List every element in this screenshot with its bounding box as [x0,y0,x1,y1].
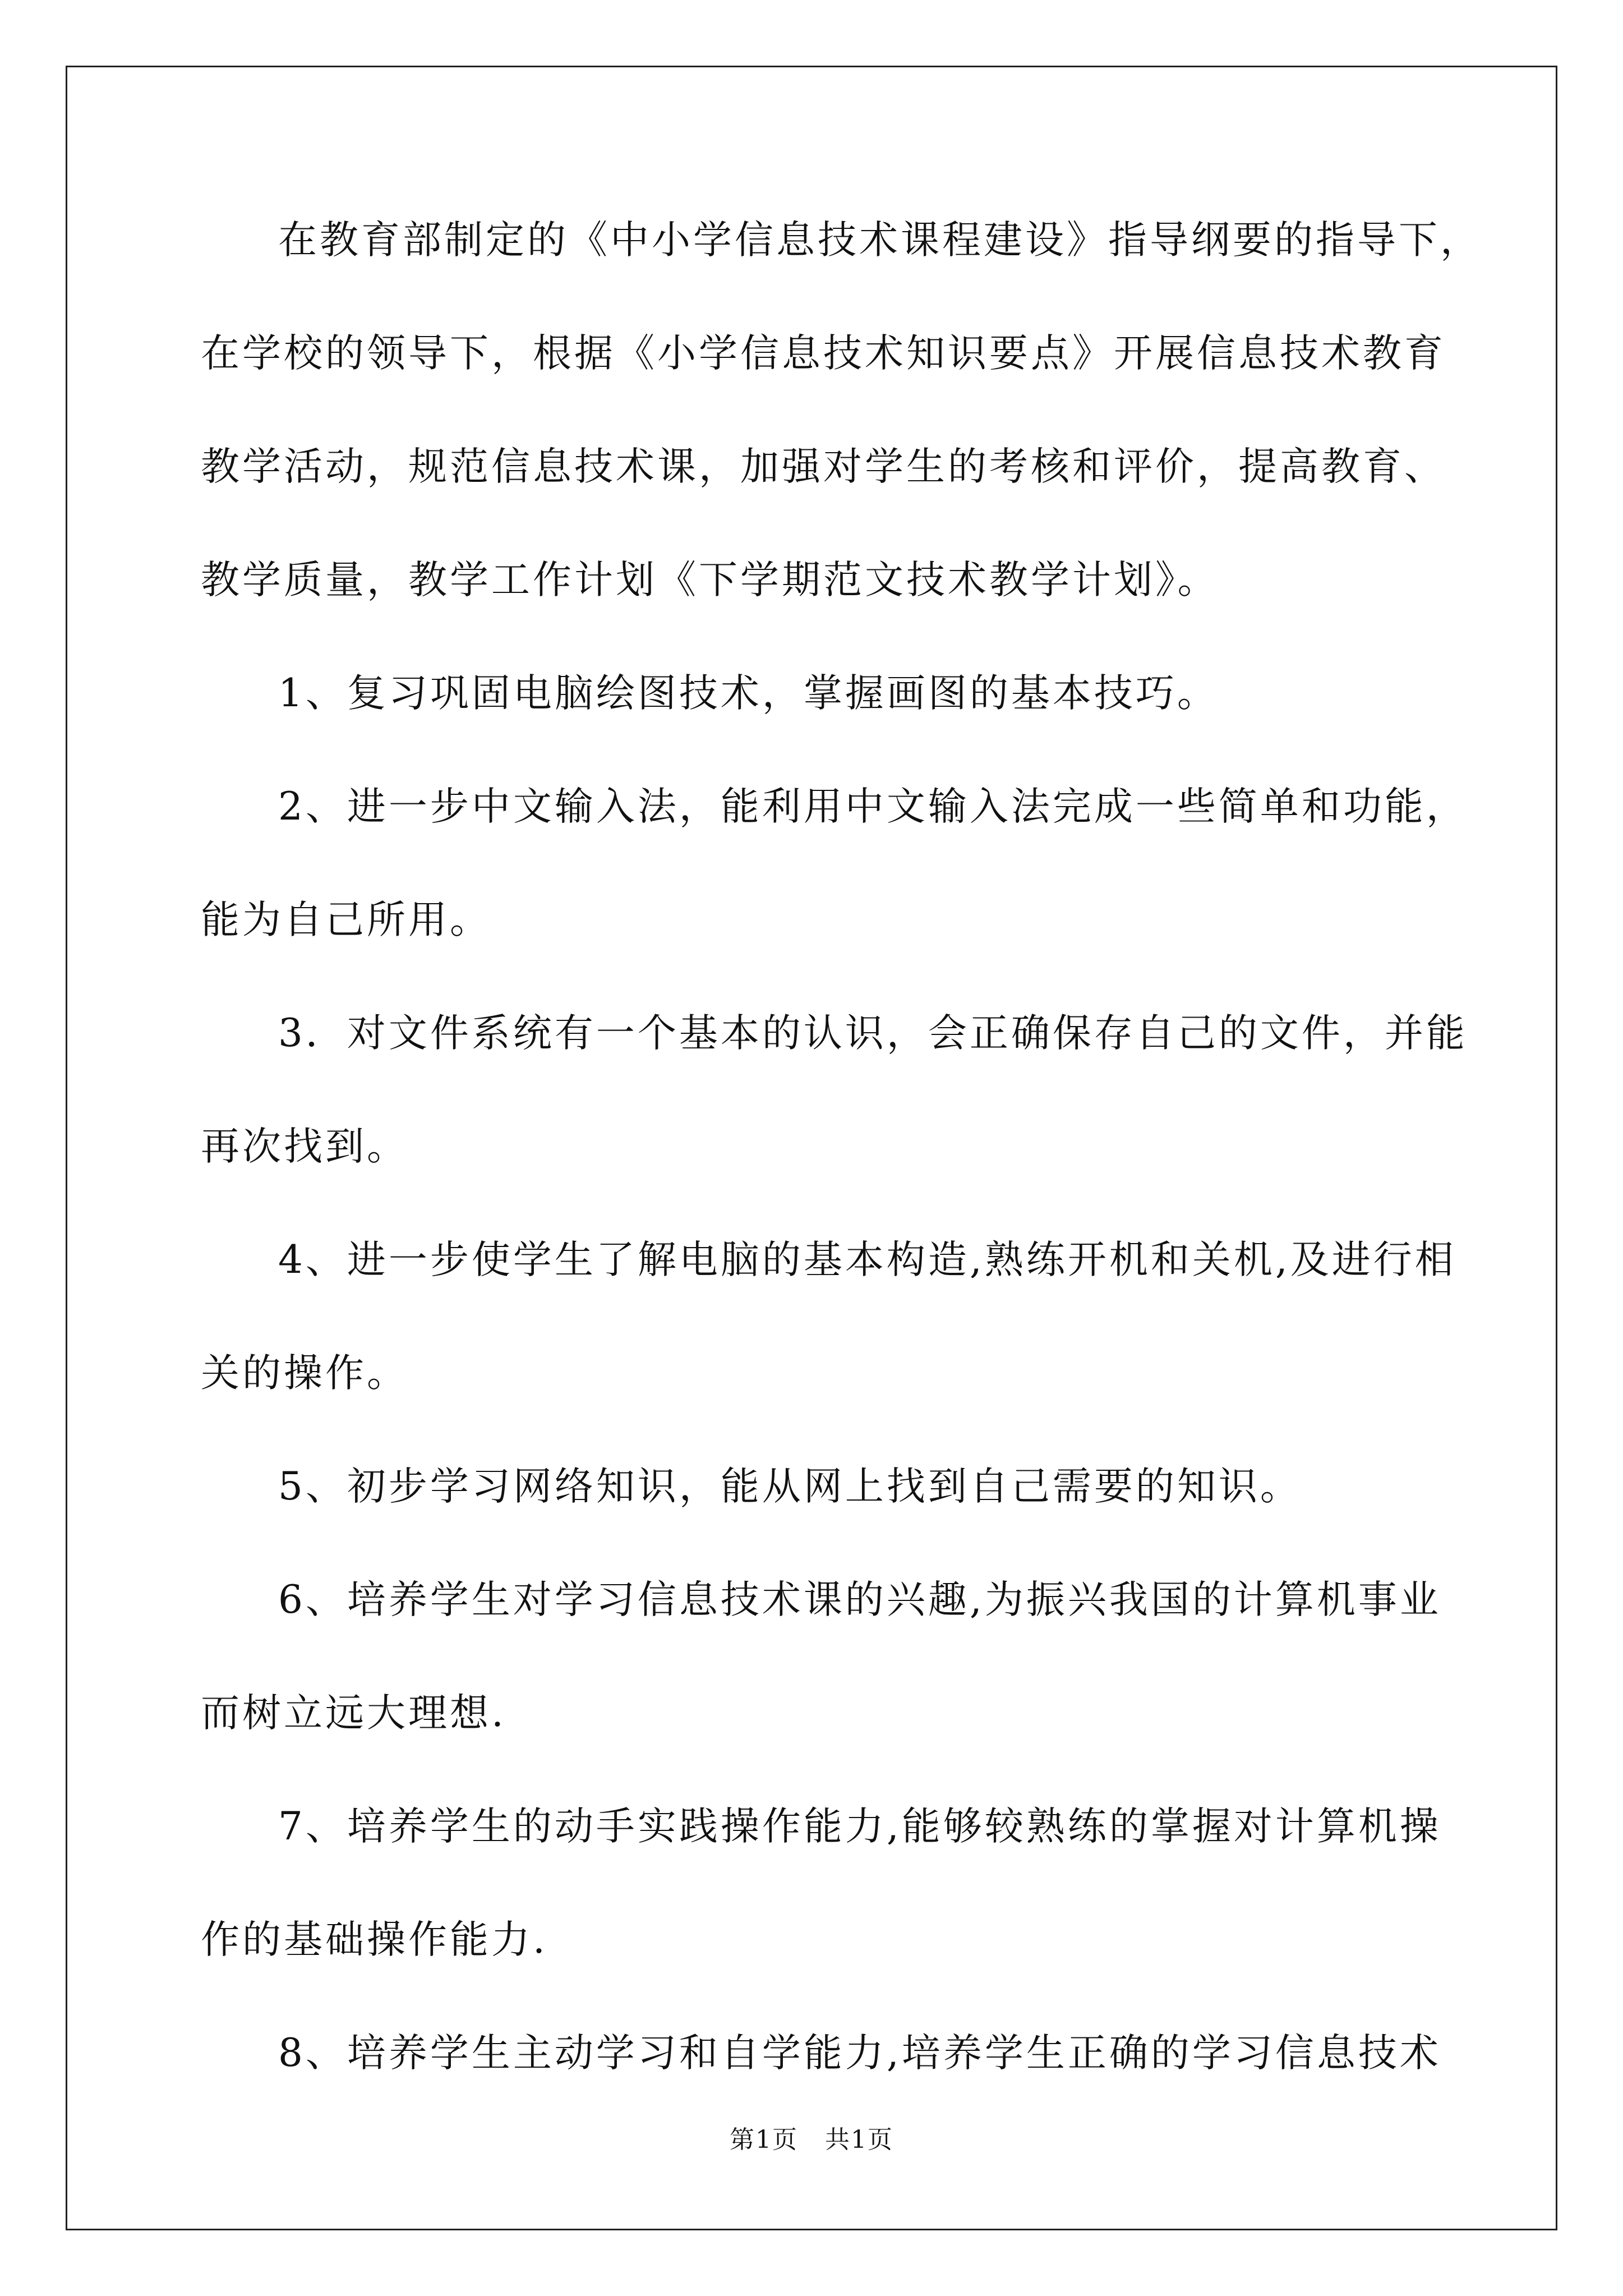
paragraph-line: 在教育部制定的《中小学信息技术课程建设》指导纲要的指导下， [278,218,1482,263]
list-item-3: 3．对文件系统有一个基本的认识，会正确保存自己的文件，并能 [278,1011,1468,1056]
page-number-current: 第1页 [730,2125,799,2154]
list-item-1: 1、复习巩固电脑绘图技术，掌握画图的基本技巧。 [278,671,1219,716]
list-item-6: 6、培养学生对学习信息技术课的兴趣,为振兴我国的计算机事业 [278,1577,1441,1622]
page-footer [0,2126,1623,2154]
list-item-4-continued: 关的操作。 [201,1351,408,1396]
list-item-8: 8、培养学生主动学习和自学能力,培养学生正确的学习信息技术 [278,2031,1441,2076]
paragraph-line: 教学质量，教学工作计划《下学期范文技术教学计划》。 [201,558,1219,602]
page-number-total: 共1页 [824,2125,893,2154]
list-item-3-continued: 再次找到。 [201,1124,408,1169]
list-item-2: 2、进一步中文输入法，能利用中文输入法完成一些简单和功能， [278,784,1468,829]
list-item-7: 7、培养学生的动手实践操作能力,能够较熟练的掌握对计算机操 [278,1804,1441,1849]
list-item-4: 4、进一步使学生了解电脑的基本构造,熟练开机和关机,及进行相 [278,1237,1456,1282]
list-item-6-continued: 而树立远大理想. [201,1691,506,1736]
paragraph-line: 在学校的领导下，根据《小学信息技术知识要点》开展信息技术教育 [201,331,1446,376]
paragraph-line: 教学活动，规范信息技术课，加强对学生的考核和评价，提高教育、 [201,444,1446,489]
list-item-7-continued: 作的基础操作能力. [201,1917,548,1962]
list-item-5: 5、初步学习网络知识，能从网上找到自己需要的知识。 [278,1464,1302,1509]
list-item-2-continued: 能为自己所用。 [201,898,491,942]
